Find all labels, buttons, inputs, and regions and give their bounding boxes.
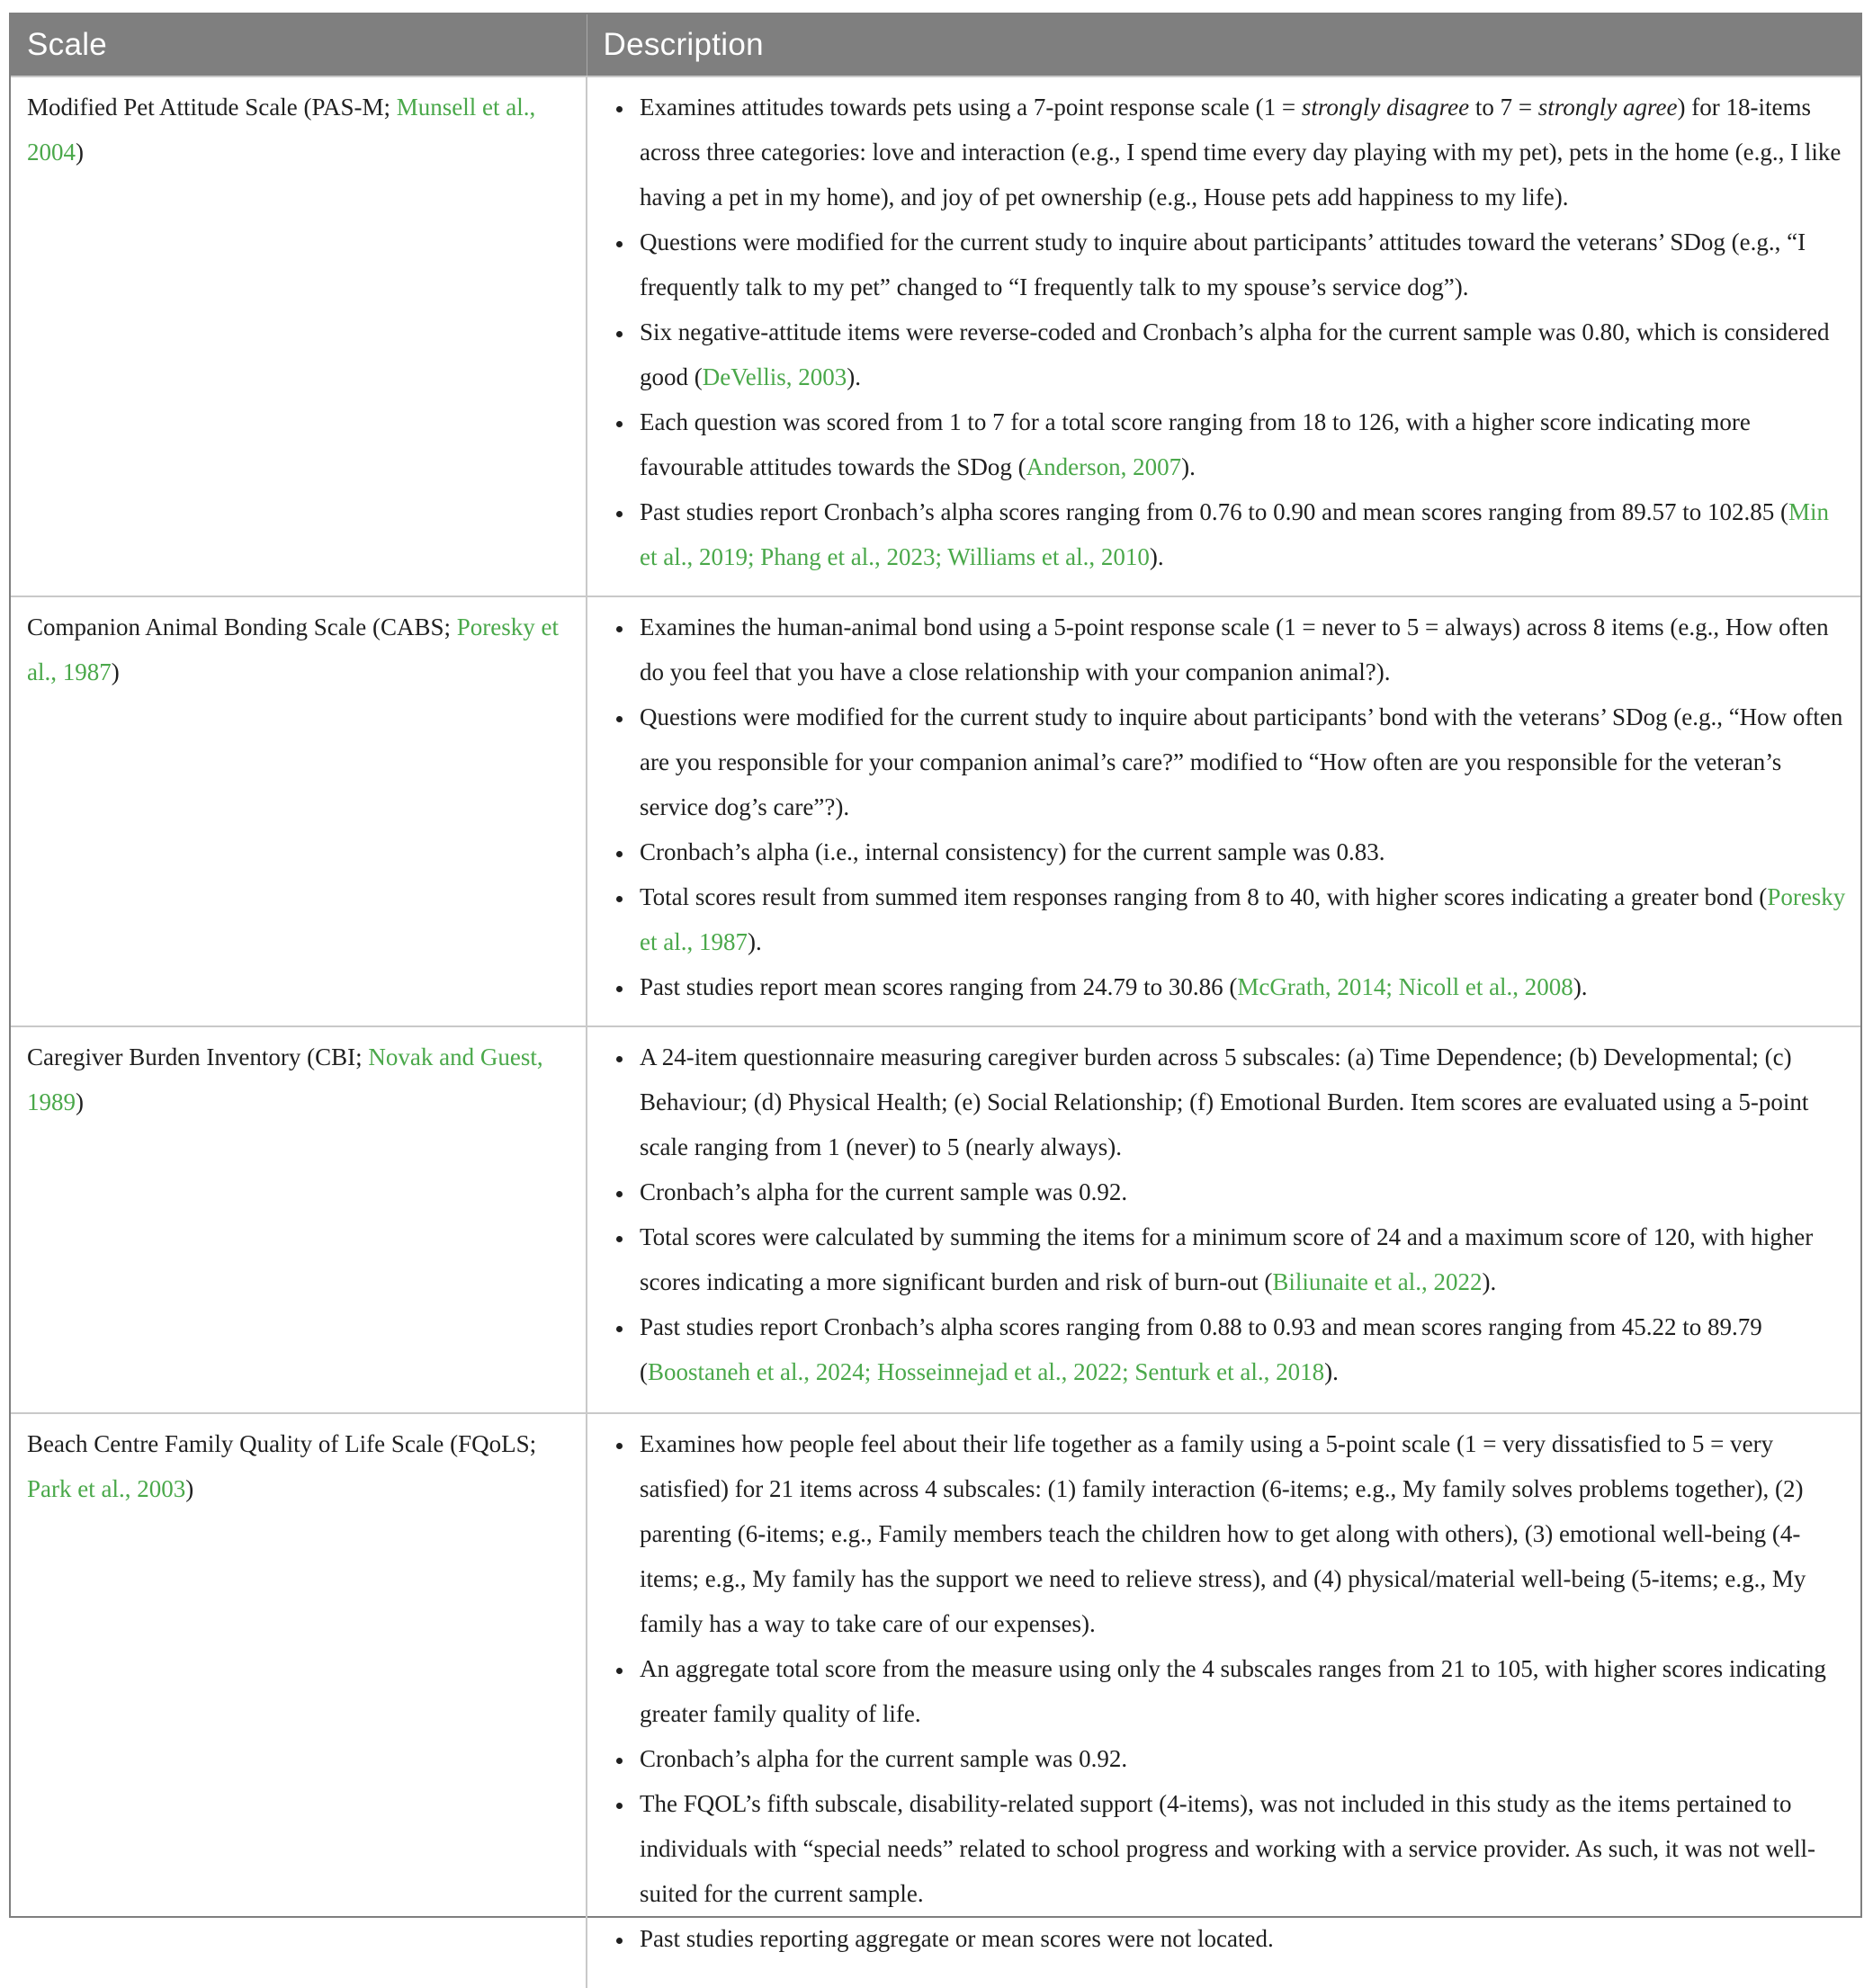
description-cell <box>587 76 1860 596</box>
description-cell <box>587 596 1860 1026</box>
scale-name: Modified Pet Attitude Scale (PAS-M; <box>27 94 397 121</box>
bullet-text: Examines how people feel about their life together as a family using a 5-point scale (1 = very dissatisfied to 5 = very satisfied) for 21 items across 4 subscales: (1) family interaction (6-items; e.g., My family solves problems together), (2) parenting (6-items; e.g., Family members teach the children how to get along with others), (3) emotional well-being (4-items; e.g., My family has the support we need to relieve stress), and (4) physical/material well-being (5-items; e.g., My family has a way to take care of our expenses). <box>640 1430 1806 1637</box>
emphasis-text: strongly agree <box>1537 94 1678 121</box>
scale-reference: Park et al., 2003 <box>27 1475 186 1502</box>
description-bullet <box>634 1169 1848 1214</box>
scale-cell <box>11 76 587 596</box>
description-list <box>598 1421 1848 1961</box>
description-bullet <box>634 1214 1848 1304</box>
bullet-text: Cronbach’s alpha for the current sample was 0.92. <box>640 1178 1128 1205</box>
description-bullet <box>634 1304 1848 1394</box>
scale-suffix: ) <box>111 658 120 685</box>
bullet-text: ). <box>1181 453 1196 480</box>
description-bullet <box>634 1034 1848 1169</box>
description-list <box>598 85 1848 579</box>
header-row <box>11 14 1860 76</box>
description-bullet <box>634 219 1848 309</box>
table-row <box>11 596 1860 1026</box>
header-scale: Scale <box>11 14 587 76</box>
scale-cell <box>11 1026 587 1413</box>
citation-link: Poresky et al., 1987 <box>640 883 1846 955</box>
citation-link: McGrath, 2014; Nicoll et al., 2008 <box>1237 973 1573 1000</box>
citation-link: Min et al., 2019; Phang et al., 2023; Williams et al., 2010 <box>640 498 1830 570</box>
bullet-text: ). <box>847 363 861 390</box>
table-header <box>11 14 1860 76</box>
scale-name: Beach Centre Family Quality of Life Scale (FQoLS; <box>27 1430 537 1457</box>
bullet-text: Each question was scored from 1 to 7 for a total score ranging from 18 to 126, with a higher score indicating more favourable attitudes towards the SDog ( <box>640 408 1751 480</box>
table-row <box>11 1026 1860 1413</box>
scale-suffix: ) <box>185 1475 194 1502</box>
bullet-text: Cronbach’s alpha for the current sample was 0.92. <box>640 1745 1128 1772</box>
bullet-text: An aggregate total score from the measure using only the 4 subscales ranges from 21 to 105, with higher scores indicating greater family quality of life. <box>640 1655 1826 1727</box>
scales-table <box>11 14 1860 1988</box>
scale-reference: Munsell et al., 2004 <box>27 94 536 166</box>
description-cell <box>587 1026 1860 1413</box>
description-bullet <box>634 1646 1848 1736</box>
description-bullet <box>634 85 1848 219</box>
description-bullet <box>634 694 1848 829</box>
citation-link: Boostaneh et al., 2024; Hosseinnejad et al., 2022; Senturk et al., 2018 <box>648 1358 1325 1385</box>
table-row <box>11 1413 1860 1988</box>
description-cell <box>587 1413 1860 1988</box>
bullet-text: Cronbach’s alpha (i.e., internal consistency) for the current sample was 0.83. <box>640 838 1385 865</box>
description-bullet <box>634 874 1848 964</box>
bullet-text: Total scores were calculated by summing the items for a minimum score of 24 and a maximum score of 120, with higher scores indicating a more significant burden and risk of burn-out ( <box>640 1223 1814 1295</box>
scale-reference: Poresky et al., 1987 <box>27 613 559 685</box>
bullet-text: A 24-item questionnaire measuring caregiver burden across 5 subscales: (a) Time Dependence; (b) Developmental; (c) Behaviour; (d) Physical Health; (e) Social Relationship; (f) Emotional Burden. Item scores are evaluated using a 5-point scale ranging from 1 (never) to 5 (nearly always). <box>640 1043 1809 1160</box>
bullet-text: to 7 = <box>1469 94 1538 121</box>
scale-cell <box>11 596 587 1026</box>
table-frame <box>9 13 1862 1952</box>
bullet-text: Examines the human-animal bond using a 5-point response scale (1 = never to 5 = always) across 8 items (e.g., How often do you feel that you have a close relationship with your companion animal?). <box>640 613 1829 685</box>
description-bullet <box>634 1736 1848 1781</box>
scale-suffix: ) <box>76 139 84 166</box>
description-bullet <box>634 1421 1848 1646</box>
scale-suffix: ) <box>76 1088 84 1115</box>
header-description: Description <box>587 14 1860 76</box>
description-bullet <box>634 964 1848 1009</box>
bullet-text: Questions were modified for the current study to inquire about participants’ attitudes toward the veterans’ SDog (e.g., “I frequently talk to my pet” changed to “I frequently talk to my spouse’s service dog”). <box>640 228 1806 300</box>
bullet-text: The FQOL’s fifth subscale, disability-related support (4-items), was not included in this study as the items pertained to individuals with “special needs” related to school progress and working with a service provider. As such, it was not well-suited for the current sample. <box>640 1790 1815 1907</box>
citation-link: Anderson, 2007 <box>1026 453 1182 480</box>
description-bullet <box>634 489 1848 579</box>
description-bullet <box>634 604 1848 694</box>
table-row <box>11 76 1860 596</box>
bullet-text: Examines attitudes towards pets using a 7-point response scale (1 = <box>640 94 1302 121</box>
bullet-text: Past studies report Cronbach’s alpha scores ranging from 0.88 to 0.93 and mean scores ranging from 45.22 to 89.79 ( <box>640 1313 1762 1385</box>
bullet-text: Total scores result from summed item responses ranging from 8 to 40, with higher scores indicating a greater bond ( <box>640 883 1768 910</box>
bullet-text: ). <box>747 928 762 955</box>
scale-name: Caregiver Burden Inventory (CBI; <box>27 1043 369 1070</box>
bullet-text: Six negative-attitude items were reverse-coded and Cronbach’s alpha for the current sample was 0.80, which is considered good ( <box>640 318 1830 390</box>
description-list <box>598 604 1848 1009</box>
bullet-text: Questions were modified for the current study to inquire about participants’ bond with the veterans’ SDog (e.g., “How often are you responsible for your companion animal’s care?” modified to “How often are you responsible for the veteran’s service dog’s care”?). <box>640 703 1843 820</box>
description-bullet <box>634 1916 1848 1961</box>
scale-cell <box>11 1413 587 1988</box>
description-bullet <box>634 309 1848 399</box>
bullet-text: Past studies report Cronbach’s alpha scores ranging from 0.76 to 0.90 and mean scores ranging from 89.57 to 102.85 ( <box>640 498 1788 525</box>
table-body <box>11 76 1860 1988</box>
bullet-text: Past studies reporting aggregate or mean scores were not located. <box>640 1925 1274 1952</box>
description-bullet <box>634 399 1848 489</box>
citation-link: Biliunaite et al., 2022 <box>1272 1268 1483 1295</box>
scale-reference: Novak and Guest, 1989 <box>27 1043 543 1115</box>
citation-link: DeVellis, 2003 <box>702 363 847 390</box>
bullet-text: ) for 18-items across three categories: love and interaction (e.g., I spend time every day playing with my pet), pets in the home (e.g., I like having a pet in my home), and joy of pet ownership (e.g., House pets add happiness to my life). <box>640 94 1842 210</box>
description-bullet <box>634 1781 1848 1916</box>
description-bullet <box>634 829 1848 874</box>
emphasis-text: strongly disagree <box>1301 94 1470 121</box>
bullet-text: Past studies report mean scores ranging from 24.79 to 30.86 ( <box>640 973 1238 1000</box>
bullet-text: ). <box>1149 543 1164 570</box>
description-list <box>598 1034 1848 1394</box>
bullet-text: ). <box>1573 973 1588 1000</box>
bullet-text: ). <box>1482 1268 1497 1295</box>
scale-name: Companion Animal Bonding Scale (CABS; <box>27 613 457 640</box>
bullet-text: ). <box>1324 1358 1339 1385</box>
